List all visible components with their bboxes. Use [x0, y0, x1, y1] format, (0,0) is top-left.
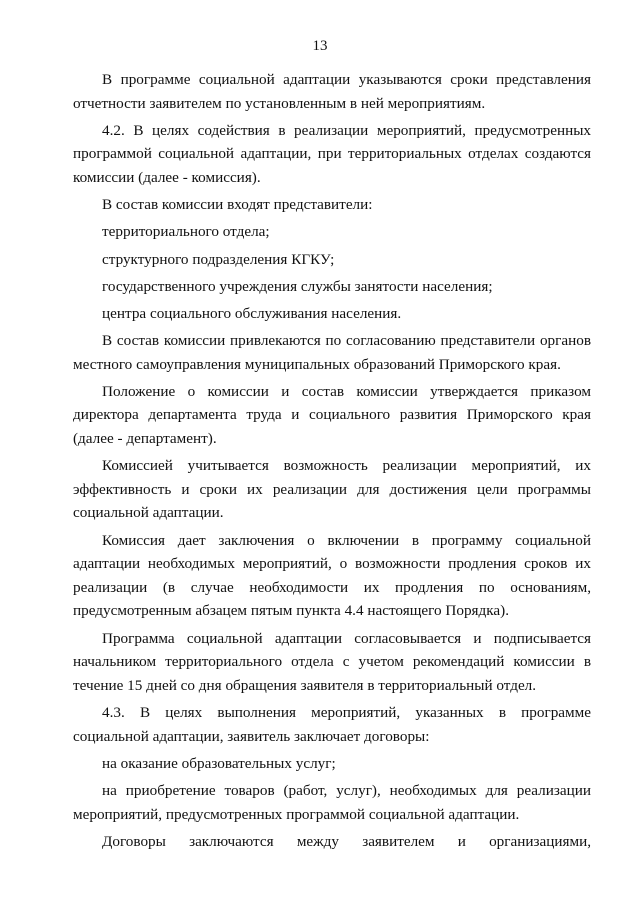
list-item-educational-services: на оказание образовательных услуг;	[102, 754, 336, 772]
paragraph-local-government-reps: В состав комиссии привлекаются по согласованию представители органов местного самоуправления муниципальных образований Приморского края.	[73, 332, 591, 373]
paragraph-commission-considers: Комиссией учитывается возможность реализации мероприятий, их эффективность и сроки их реализации для достижения цели программы социальной адаптации.	[73, 457, 591, 522]
paragraph-commission-regulation: Положение о комиссии и состав комиссии утверждается приказом директора департамента труда и социального развития Приморского края (далее - департамент).	[73, 382, 591, 448]
list-item-social-service-center: центра социального обслуживания населения.	[102, 304, 402, 322]
list-item-territorial-department: территориального отдела;	[102, 223, 270, 241]
paragraph-4-3-contracts: 4.3. В целях выполнения мероприятий, указанных в программе социальной адаптации, заявитель заключает договоры:	[73, 703, 591, 745]
list-item-kgku-division: структурного подразделения КГКУ;	[102, 250, 335, 268]
list-item-goods-purchase: на приобретение товаров (работ, услуг), необходимых для реализации мероприятий, предусмотренных программой социальной адаптации.	[73, 781, 591, 823]
list-item-employment-service: государственного учреждения службы занятости населения;	[102, 277, 493, 295]
document-body	[73, 68, 591, 853]
paragraph-commission-members-intro: В состав комиссии входят представители:	[102, 196, 373, 214]
paragraph-4-2-commissions: 4.2. В целях содействия в реализации мероприятий, предусмотренных программой социальной адаптации, при территориальных отделах создаются комиссии (далее - комиссия).	[73, 121, 591, 186]
paragraph-program-approval: Программа социальной адаптации согласовывается и подписывается начальником территориального отдела с учетом рекомендаций комиссии в течение 15 дней со дня обращения заявителя в территориальный отдел.	[73, 629, 591, 694]
page-number: 13	[312, 38, 328, 54]
paragraph-contracts-concluded: Договоры заключаются между заявителем и организациями,	[102, 832, 591, 850]
paragraph-commission-conclusions: Комиссия дает заключения о включении в программу социальной адаптации необходимых мероприятий, о возможности продления сроков их реализации (в случае необходимости их продления по основаниям, предусмотренным абзацем пятым пункта 4.4 настоящего Порядка).	[73, 531, 591, 620]
paragraph-reporting-deadlines: В программе социальной адаптации указываются сроки представления отчетности заявителем по установленным в ней мероприятиям.	[73, 71, 591, 112]
